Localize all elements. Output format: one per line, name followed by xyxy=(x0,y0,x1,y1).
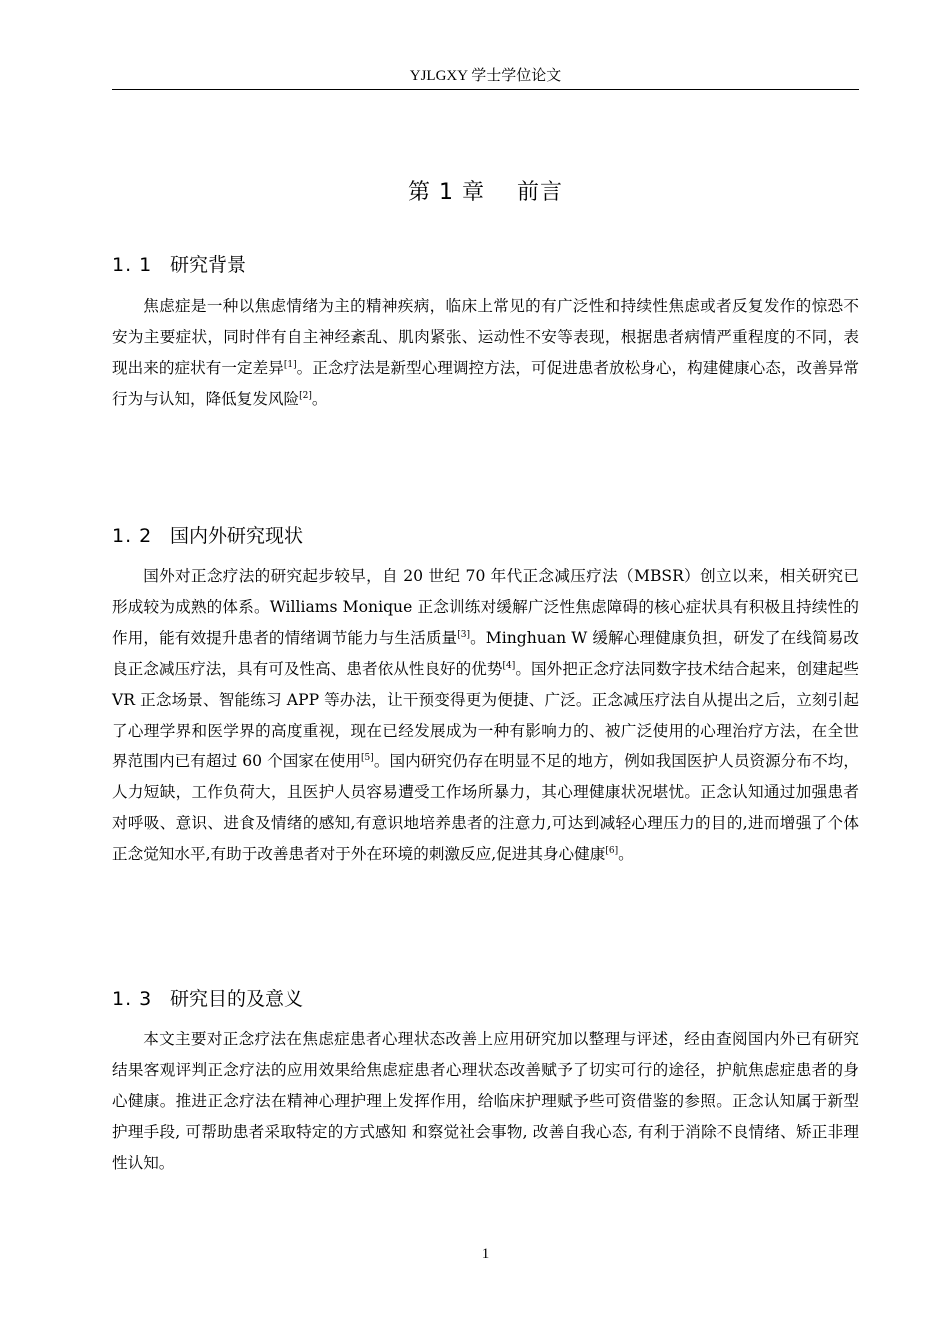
section-number: 1. 1 xyxy=(112,254,153,276)
section-title: 国内外研究现状 xyxy=(170,525,304,547)
page-number: 1 xyxy=(481,1246,490,1262)
running-header: YJLGXY 学士学位论文 xyxy=(409,68,562,84)
citation-ref: [6] xyxy=(605,846,619,857)
paragraph xyxy=(112,1024,859,1179)
chapter-title xyxy=(112,178,859,208)
paragraph-text: 。正念疗法是新型心理调控方法，可促进患者放松身心，构建健康心态，改善异常行为与认知，降低复发风险 xyxy=(112,358,859,408)
paragraph-text: 。Minghuan W 缓解心理健康负担，研发了在线简易改良正念减压疗法，具有可及性高、患者依从性良好的优势 xyxy=(112,628,859,678)
section-heading xyxy=(112,985,859,1013)
citation-ref: [4] xyxy=(502,660,516,671)
paragraph-text: 。国外把正念疗法同数字技术结合起来，创建起些 VR 正念场景、智能练习 APP 等办法，让干预变得更为便捷、广泛。正念减压疗法自从提出之后，立刻引起了心理学界和医学界的高度重视，现在已经发展成为一种有影响力的、被广泛使用的心理治疗方法，在全世界范围内已有超过 60 个国家在使用 xyxy=(112,659,859,771)
chapter-number: 第 1 章 xyxy=(408,180,485,205)
citation-ref: [3] xyxy=(457,629,470,640)
paragraph-text: 。 xyxy=(311,389,328,408)
header-rule xyxy=(112,89,859,90)
citation-ref: [2] xyxy=(299,390,312,401)
paragraph-text: 国外对正念疗法的研究起步较早，自 20 世纪 70 年代正念减压疗法（MBSR）创立以来，相关研究已形成较为成熟的体系。Williams Monique 正念训练对缓解广泛性焦虑障碍的核心症状具有积极且持续性的作用，能有效提升患者的情绪调节能力与生活质量 xyxy=(112,567,859,647)
section-number: 1. 3 xyxy=(112,988,153,1010)
paragraph-text: 焦虑症是一种以焦虑情绪为主的精神疾病，临床上常见的有广泛性和持续性焦虑或者反复发作的惊恐不安为主要症状，同时伴有自主神经紊乱、肌肉紧张、运动性不安等表现，根据患者病情严重程度的不同，表现出来的症状有一定差异 xyxy=(112,297,859,377)
citation-ref: [5] xyxy=(361,753,374,764)
section-heading xyxy=(112,251,859,279)
paragraph xyxy=(112,561,859,870)
paragraph-text: 本文主要对正念疗法在焦虑症患者心理状态改善上应用研究加以整理与评述，经由查阅国内外已有研究结果客观评判正念疗法的应用效果给焦虑症患者心理状态改善赋予了切实可行的途径，护航焦虑症患者的身心健康。推进正念疗法在精神心理护理上发挥作用，给临床护理赋予些可资借鉴的参照。正念认知属于新型护理手段, 可帮助患者采取特定的方式感知 和察觉社会事物, 改善自我心态, 有利于消除不良情绪、矫正非理性认知。 xyxy=(112,1030,859,1172)
section-title: 研究目的及意义 xyxy=(170,988,304,1010)
chapter-name: 前言 xyxy=(516,180,563,205)
section-title: 研究背景 xyxy=(170,254,247,276)
paragraph-text: 。 xyxy=(618,845,634,864)
paragraph xyxy=(112,291,859,415)
section-heading xyxy=(112,522,859,550)
citation-ref: [1] xyxy=(283,359,297,370)
section-number: 1. 2 xyxy=(112,525,153,547)
paragraph-text: 。国内研究仍存在明显不足的地方，例如我国医护人员资源分布不均，人力短缺，工作负荷大，且医护人员容易遭受工作场所暴力，其心理健康状况堪忧。正念认知通过加强患者对呼吸、意识、进食及情绪的感知,有意识地培养患者的注意力,可达到减轻心理压力的目的,进而增强了个体正念觉知水平,有助于改善患者对于外在环境的刺激反应,促进其身心健康 xyxy=(112,752,859,864)
